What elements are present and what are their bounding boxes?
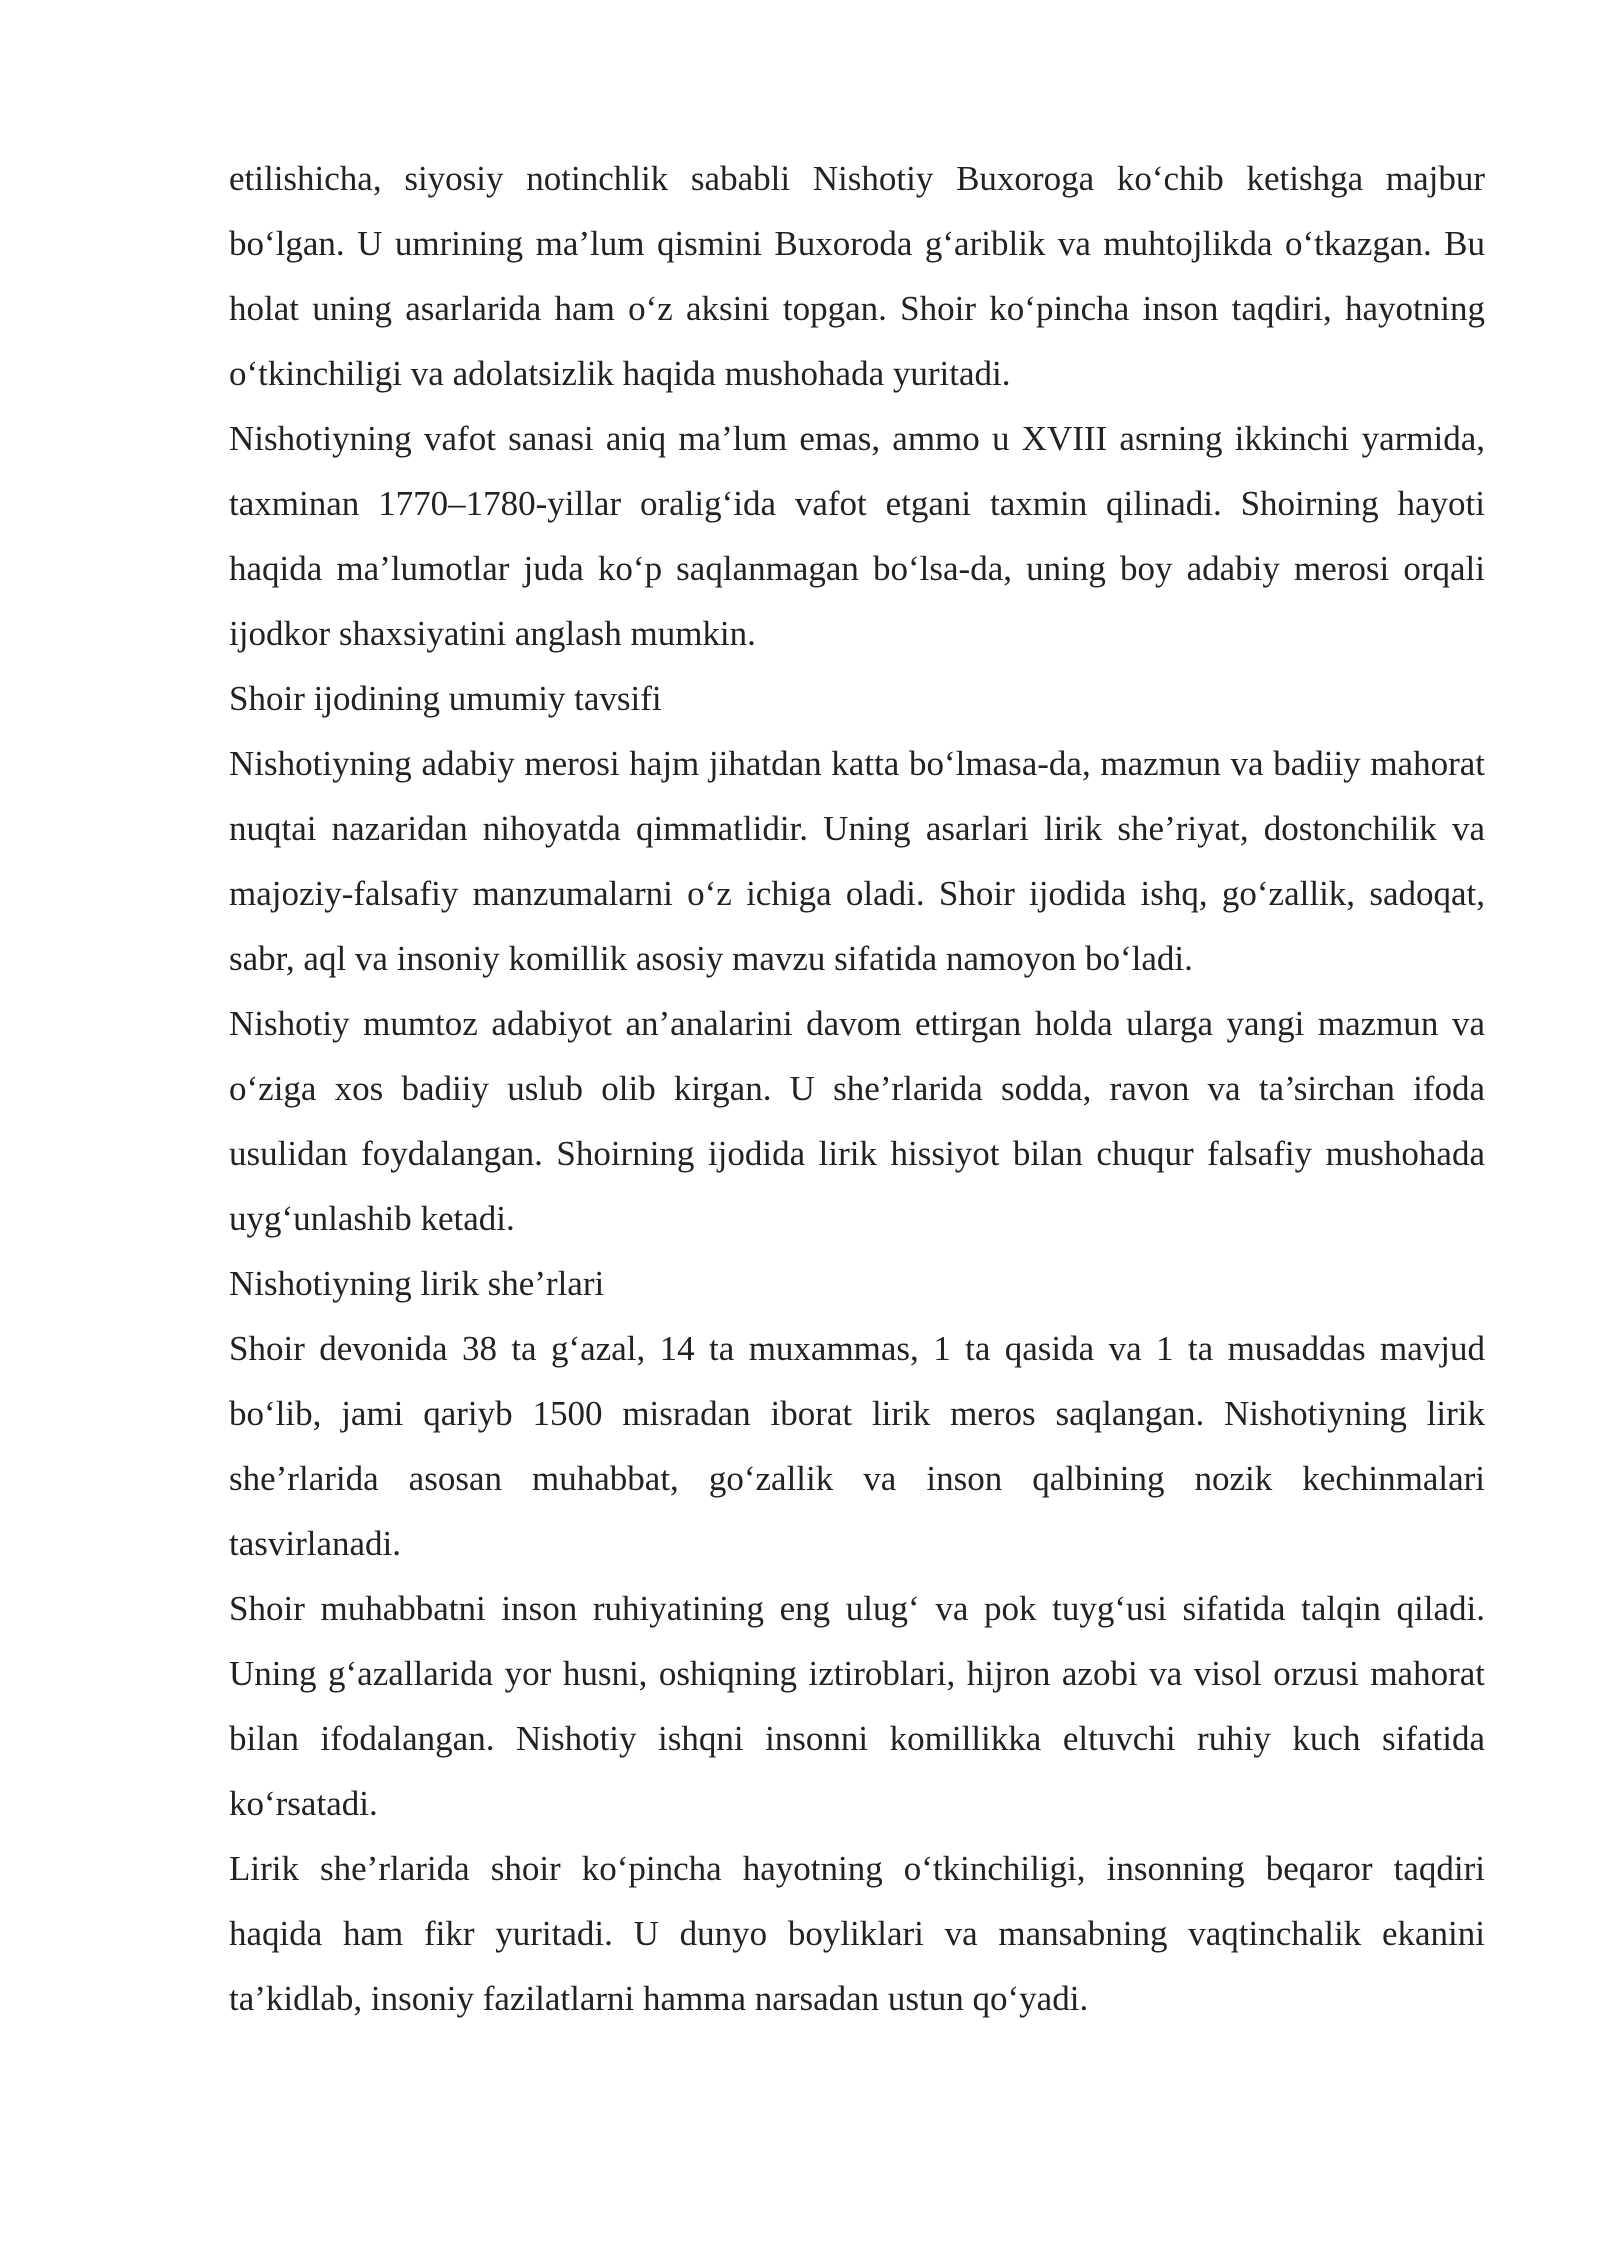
document-page [229,146,1485,2031]
paragraph-classical-tradition: Nishotiy mumtoz adabiyot an’analarini davom ettirgan holda ularga yangi mazmun va o‘ziga xos badiiy uslub olib kirgan. U she’rlarida sodda, ravon va ta’sirchan ifoda usulidan foydalangan. Shoirning ijodida lirik hissiyot bilan chuqur falsafiy mushohada uyg‘unlashib ketadi. [229,1004,1485,1238]
paragraph-divan-contents: Shoir devonida 38 ta g‘azal, 14 ta muxammas, 1 ta qasida va 1 ta musaddas mavjud bo‘lib, jami qariyb 1500 misradan iborat lirik meros saqlangan. Nishotiyning lirik she’rlarida asosan muhabbat, go‘zallik va inson qalbining nozik kechinmalari tasvirlanadi. [229,1329,1485,1563]
paragraph-emigration: etilishicha, siyosiy notinchlik sababli Nishotiy Buxoroga ko‘chib ketishga majbur bo‘lgan. U umrining ma’lum qismini Buxoroda g‘ariblik va muhtojlikda o‘tkazgan. Bu holat uning asarlarida ham o‘z aksini topgan. Shoir ko‘pincha inson taqdiri, hayotning o‘tkinchiligi va adolatsizlik haqida mushohada yuritadi. [229,159,1485,393]
paragraph-transience-theme: Lirik she’rlarida shoir ko‘pincha hayotning o‘tkinchiligi, insonning beqaror taqdiri haqida ham fikr yuritadi. U dunyo boyliklari va mansabning vaqtinchalik ekanini ta’kidlab, insoniy fazilatlarni hamma narsadan ustun qo‘yadi. [229,1849,1485,2018]
paragraph-death-date: Nishotiyning vafot sanasi aniq ma’lum emas, ammo u XVIII asrning ikkinchi yarmida, taxminan 1770–1780-yillar oralig‘ida vafot etgani taxmin qilinadi. Shoirning hayoti haqida ma’lumotlar juda ko‘p saqlanmagan bo‘lsa-da, uning boy adabiy merosi orqali ijodkor shaxsiyatini anglash mumkin. [229,419,1485,653]
paragraph-literary-heritage: Nishotiyning adabiy merosi hajm jihatdan katta bo‘lmasa-da, mazmun va badiiy mahorat nuqtai nazaridan nihoyatda qimmatlidir. Uning asarlari lirik she’riyat, dostonchilik va majoziy-falsafiy manzumalarni o‘z ichiga oladi. Shoir ijodida ishq, go‘zallik, sadoqat, sabr, aql va insoniy komillik asosiy mavzu sifatida namoyon bo‘ladi. [229,744,1485,978]
section-heading-general-description: Shoir ijodining umumiy tavsifi [229,679,662,718]
paragraph-love-theme: Shoir muhabbatni inson ruhiyatining eng ulug‘ va pok tuyg‘usi sifatida talqin qiladi. Uning g‘azallarida yor husni, oshiqning iztiroblari, hijron azobi va visol orzusi mahorat bilan ifodalangan. Nishotiy ishqni insonni komillikka eltuvchi ruhiy kuch sifatida ko‘rsatadi. [229,1589,1485,1823]
section-heading-lyric-poems: Nishotiyning lirik she’rlari [229,1264,605,1303]
